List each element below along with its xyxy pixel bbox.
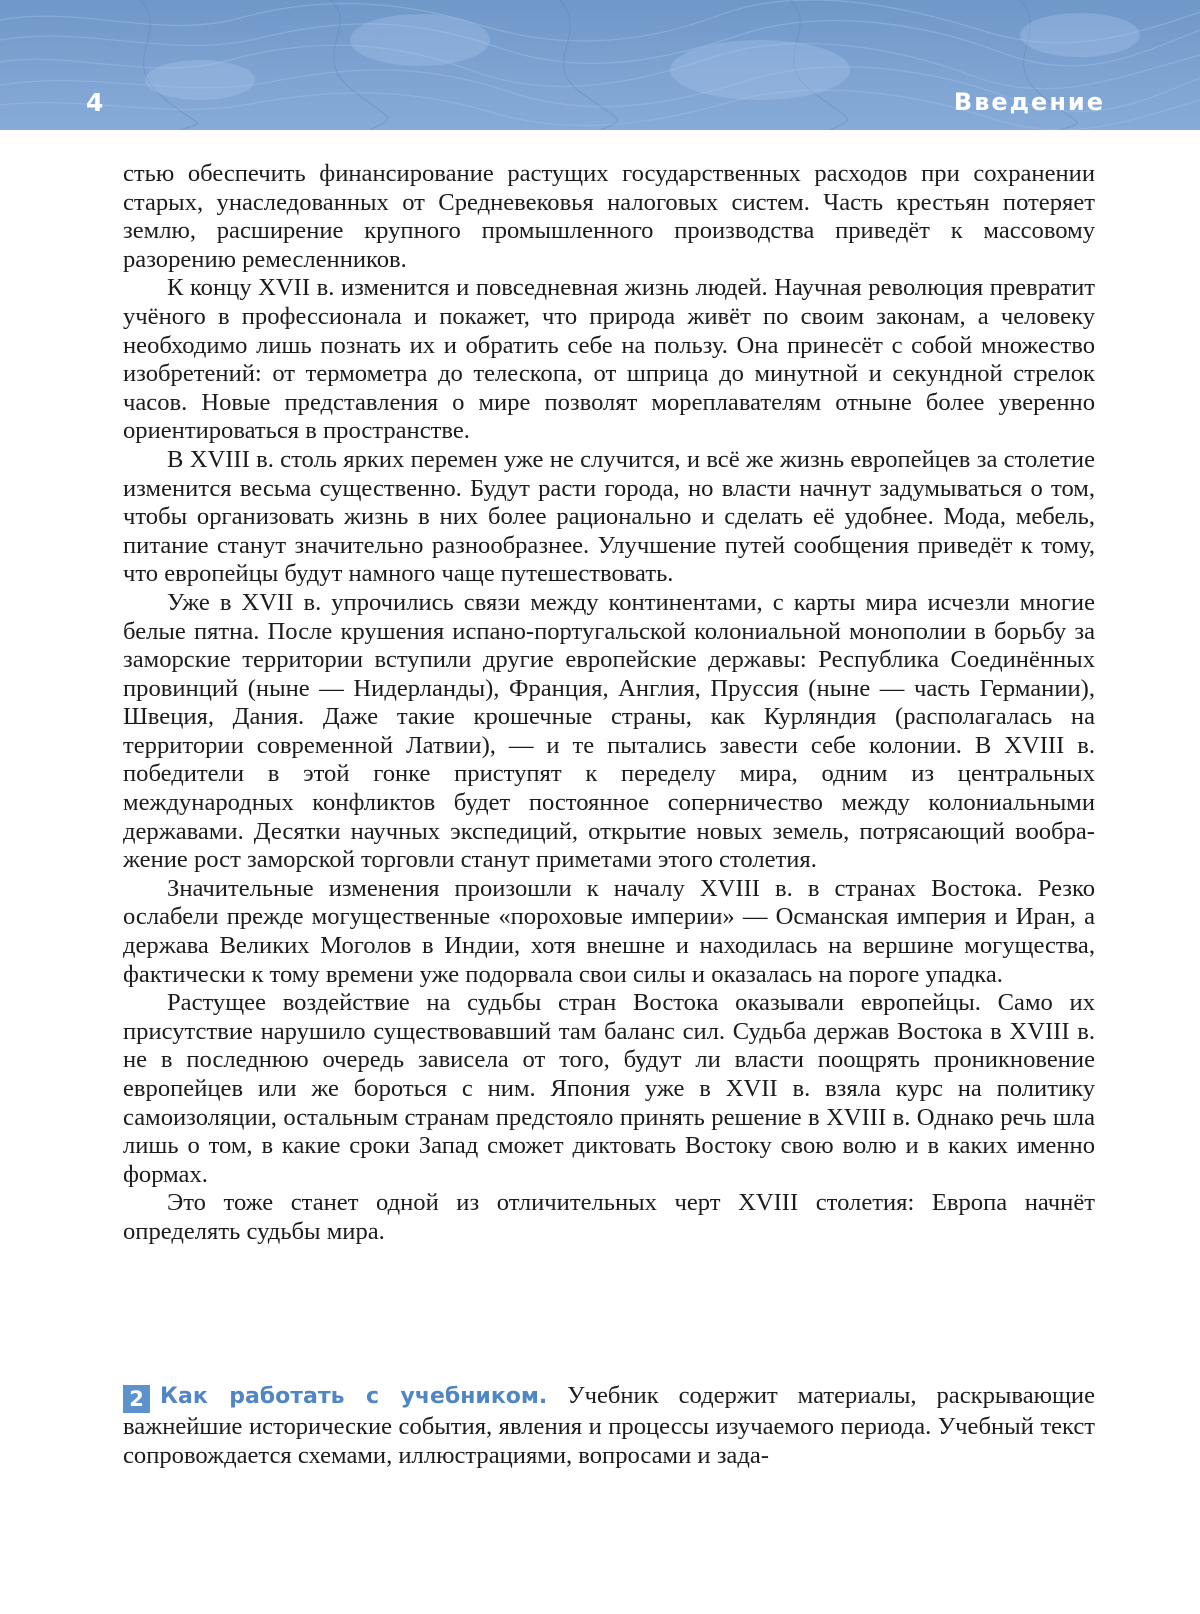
section-title: Введение (953, 88, 1105, 116)
header-band (0, 0, 1200, 130)
main-text (123, 160, 1095, 1247)
paragraph: Значительные изменения произошли к началу XVIII в. в странах Востока. Резко ослабели прежде могущественные «пороховые империи» — Османская империя и Иран, а держава Великих Моголов в Индии, хотя внешне и находилась на вершине могущества, фактически к тому времени уже подорвала свои силы и оказалась на пороге упадка. (123, 874, 1095, 988)
paragraph: В XVIII в. столь ярких перемен уже не случится, и всё же жизнь европейцев за столетие изменится весьма существенно. Будут расти города, но власти начнут задумываться о том, чтобы организовать жизнь в них более рационально и сделать её удобнее. Мода, мебель, питание станут значительно разнообразнее. Улучшение путей сообщения приведёт к тому, что европейцы будут намного чаще путешествовать. (123, 445, 1095, 588)
paragraph: Растущее воздействие на судьбы стран Востока оказывали европейцы. Само их присутствие нарушило существовавший там баланс сил. Судьба держав Востока в XVIII в. не в последнюю очередь зависела от того, будут ли власти поощрять проникновение европейцев или же бороться с ним. Япония уже в XVII в. взяла курс на политику самоизоляции, остальным странам предстояло принять решение в XVIII в. Однако речь шла лишь о том, в какие сроки Запад сможет диктовать Востоку свою волю и в каких именно формах. (123, 989, 1095, 1188)
section-text: Учебник содержит материалы, раскрывающие важнейшие исторические события, явления и процессы изучаемого периода. Учебный текст сопровождается схемами, иллюстрациями, вопросами и зада- (123, 1382, 1095, 1469)
section-number-badge: 2 (123, 1385, 150, 1413)
section-paragraph (123, 1382, 1095, 1470)
paragraph: Уже в XVII в. упрочились связи между континентами, с карты мира исчезли многие белые пятна. После крушения испано-португальской колониальной монополии в борьбу за заморские территории вступили другие европейские державы: Республика Соединённых провинций (ныне — Нидерланды), Франция, Англия, Пруссия (ныне — часть Германии), Швеция, Дания. Даже такие крошечные страны, как Курляндия (располагалась на территории современной Латвии), — и те пытались завести себе колонии. В XVIII в. победители в этой гонке приступят к переделу мира, одним из центральных международных конфликтов будет постоянное соперничество между колониальными державами. Десятки научных экспедиций, открытие новых земель, потрясающий воображение рост заморской торговли станут приметами этого столетия. (123, 588, 1095, 874)
paragraph: К концу XVII в. изменится и повседневная жизнь людей. Научная революция превратит учёного в профессионала и покажет, что природа живёт по своим законам, а человеку необходимо лишь познать их и обратить себе на пользу. Она принесёт с собой множество изобретений: от термометра до телескопа, от шприца до минутной и секундной стрелок часов. Новые представления о мире позволят мореплавателям отныне более уверенно ориентироваться в пространстве. (123, 274, 1095, 445)
page-number: 4 (86, 88, 105, 117)
paragraph: Это тоже станет одной из отличительных черт XVIII столетия: Европа начнёт определять судьбы мира. (123, 1189, 1095, 1245)
section-how-to-use (123, 1382, 1095, 1470)
paragraph: стью обеспечить финансирование растущих государственных расходов при сохранении старых, унаследованных от Средневековья налоговых систем. Часть крестьян потеряет землю, расширение крупного промышленного производства приведёт к массовому разорению ремесленников. (123, 160, 1095, 273)
section-heading: Как работать с учебником. (160, 1384, 548, 1409)
